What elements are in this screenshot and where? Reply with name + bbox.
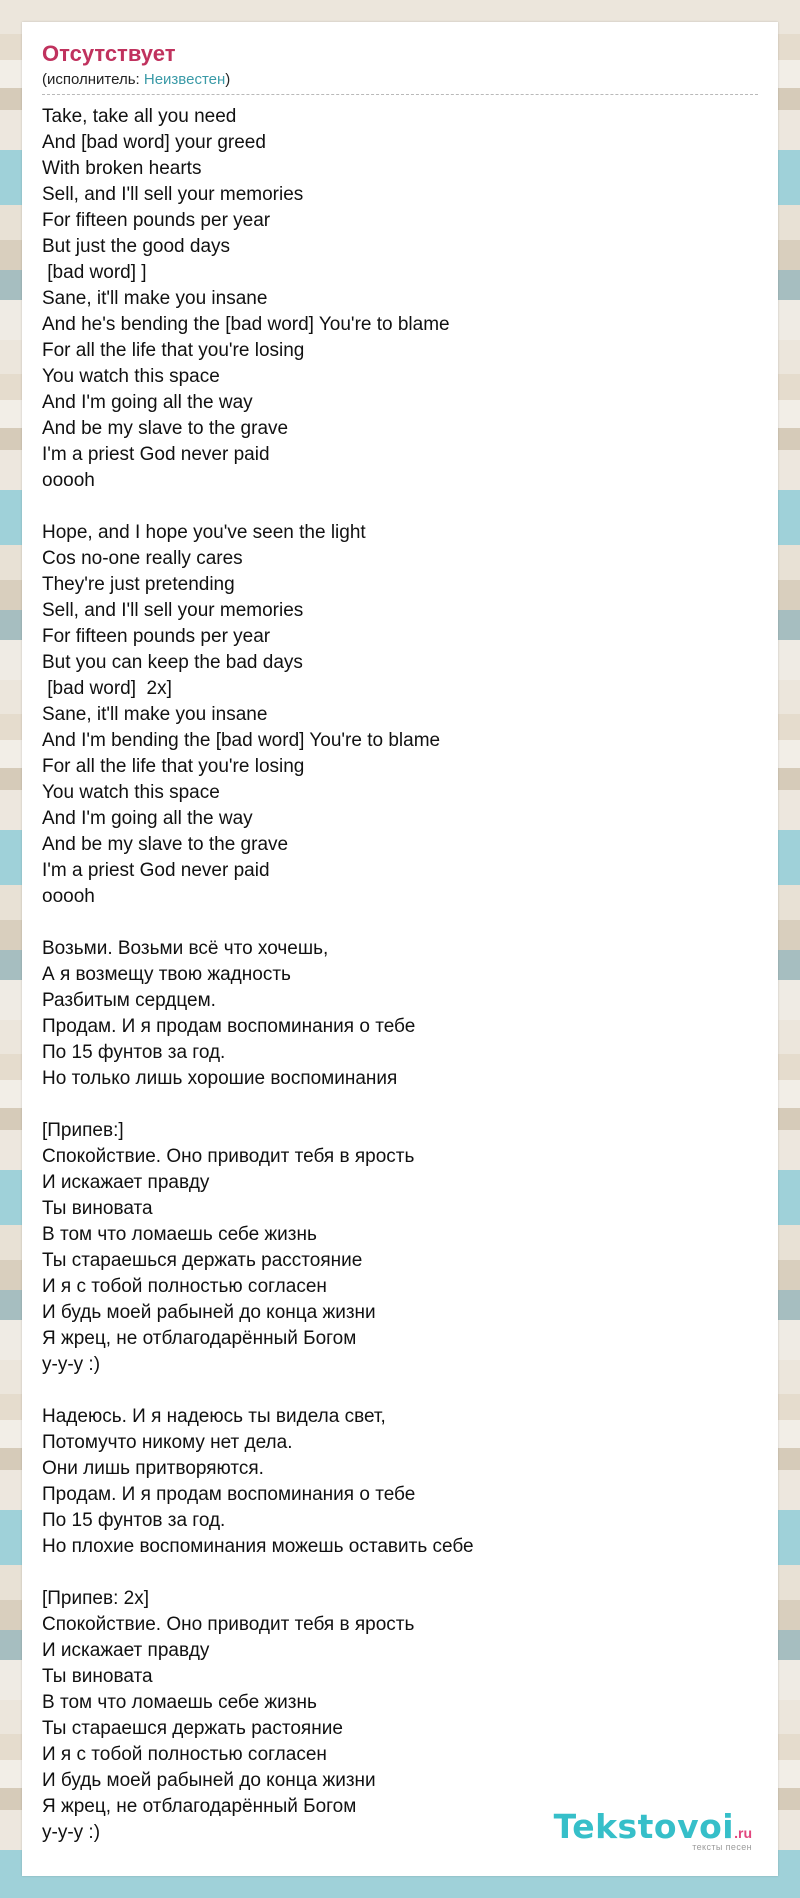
logo-tagline: тексты песен: [692, 1842, 752, 1852]
lyric-line: You watch this space: [42, 366, 220, 387]
lyric-line: Ты стараешся держать растояние: [42, 1718, 343, 1739]
lyrics-card: [22, 22, 778, 1876]
lyric-line: у-у-у :): [42, 1354, 101, 1375]
lyric-line: И будь моей рабыней до конца жизни: [42, 1770, 376, 1791]
lyric-line: With broken hearts: [42, 158, 202, 179]
lyric-line: Спокойствие. Оно приводит тебя в ярость: [42, 1614, 415, 1635]
lyric-line: Sane, it'll make you insane: [42, 704, 268, 725]
lyric-line: And I'm bending the [bad word] You're to blame: [42, 730, 441, 751]
artist-prefix: (исполнитель:: [42, 71, 144, 88]
artist-line: [42, 70, 758, 95]
lyric-line: Я жрец, не отблагодарённый Богом: [42, 1796, 357, 1817]
lyric-blank-line: [42, 1092, 758, 1118]
lyric-line: В том что ломаешь себе жизнь: [42, 1224, 317, 1245]
lyric-line: I'm a priest God never paid: [42, 860, 270, 881]
lyric-line: Потомучто никому нет дела.: [42, 1432, 293, 1453]
lyric-line: Sell, and I'll sell your memories: [42, 600, 304, 621]
lyric-line: For all the life that you're losing: [42, 756, 305, 777]
lyric-line: Take, take all you need: [42, 106, 237, 127]
lyric-line: По 15 фунтов за год.: [42, 1510, 226, 1531]
lyric-blank-line: [42, 494, 758, 520]
lyric-line: Но только лишь хорошие воспоминания: [42, 1068, 398, 1089]
lyric-line: Продам. И я продам воспоминания о тебе: [42, 1484, 416, 1505]
lyric-line: По 15 фунтов за год.: [42, 1042, 226, 1063]
lyric-line: И искажает правду: [42, 1172, 210, 1193]
lyric-line: [bad word] ]: [42, 262, 147, 283]
lyrics-text: [42, 104, 758, 1846]
lyric-line: ooooh: [42, 886, 95, 907]
artist-link[interactable]: Неизвестен: [143, 71, 226, 88]
lyric-line: [Припев: 2x]: [42, 1588, 149, 1609]
lyric-line: Ты виновата: [42, 1666, 153, 1687]
lyric-line: Надеюсь. И я надеюсь ты видела свет,: [42, 1406, 386, 1427]
lyric-line: Sell, and I'll sell your memories: [42, 184, 304, 205]
artist-suffix: ): [225, 71, 231, 88]
lyric-line: Но плохие воспоминания можешь оставить себе: [42, 1536, 474, 1557]
lyric-line: And I'm going all the way: [42, 808, 253, 829]
logo-domain: .ru: [734, 1825, 752, 1841]
lyric-line: Разбитым сердцем.: [42, 990, 216, 1011]
lyric-line: [Припев:]: [42, 1120, 124, 1141]
lyric-line: Ты виновата: [42, 1198, 153, 1219]
lyric-line: But you can keep the bad days: [42, 652, 303, 673]
lyric-line: ooooh: [42, 470, 95, 491]
lyric-line: Спокойствие. Оно приводит тебя в ярость: [42, 1146, 415, 1167]
lyric-line: You watch this space: [42, 782, 220, 803]
site-logo[interactable]: [553, 1807, 752, 1852]
lyric-line: И я с тобой полностью согласен: [42, 1276, 327, 1297]
lyric-blank-line: [42, 910, 758, 936]
lyric-line: [bad word] 2x]: [42, 678, 172, 699]
lyric-line: В том что ломаешь себе жизнь: [42, 1692, 317, 1713]
lyric-line: Hope, and I hope you've seen the light: [42, 522, 366, 543]
lyric-line: And be my slave to the grave: [42, 418, 289, 439]
lyric-line: Я жрец, не отблагодарённый Богом: [42, 1328, 357, 1349]
lyric-line: But just the good days: [42, 236, 231, 257]
lyric-line: у-у-у :): [42, 1822, 101, 1843]
song-title: Отсутствует: [42, 41, 176, 66]
lyric-line: And I'm going all the way: [42, 392, 253, 413]
lyric-line: They're just pretending: [42, 574, 235, 595]
lyric-line: Cos no-one really cares: [42, 548, 243, 569]
lyric-line: For fifteen pounds per year: [42, 626, 271, 647]
lyric-line: For all the life that you're losing: [42, 340, 305, 361]
lyric-line: Они лишь притворяются.: [42, 1458, 264, 1479]
song-header: [42, 40, 758, 95]
lyric-line: И я с тобой полностью согласен: [42, 1744, 327, 1765]
lyric-line: Продам. И я продам воспоминания о тебе: [42, 1016, 416, 1037]
lyric-line: And be my slave to the grave: [42, 834, 289, 855]
lyric-line: I'm a priest God never paid: [42, 444, 270, 465]
lyric-line: And [bad word] your greed: [42, 132, 266, 153]
lyric-line: Sane, it'll make you insane: [42, 288, 268, 309]
lyric-line: Ты стараешься держать расстояние: [42, 1250, 363, 1271]
lyric-line: For fifteen pounds per year: [42, 210, 271, 231]
lyric-blank-line: [42, 1560, 758, 1586]
lyric-line: And he's bending the [bad word] You're to blame: [42, 314, 450, 335]
lyric-line: И будь моей рабыней до конца жизни: [42, 1302, 376, 1323]
lyric-line: Возьми. Возьми всё что хочешь,: [42, 938, 329, 959]
lyric-line: И искажает правду: [42, 1640, 210, 1661]
logo-main-text: Tekstovoi: [553, 1807, 735, 1846]
lyric-line: А я возмещу твою жадность: [42, 964, 291, 985]
lyric-blank-line: [42, 1378, 758, 1404]
